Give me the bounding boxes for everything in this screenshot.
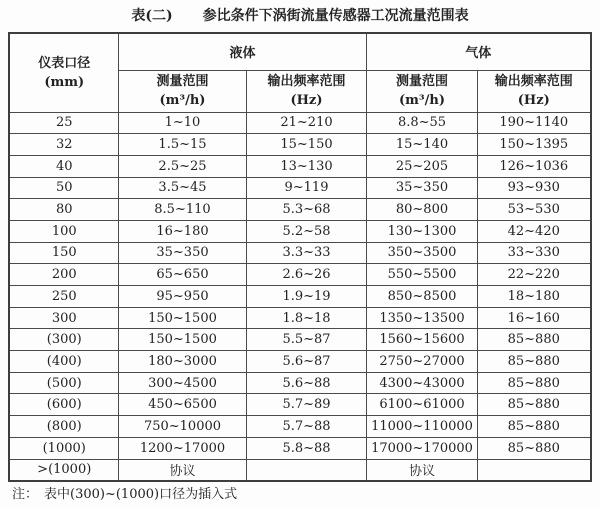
cell-gas-frequency-range: 126~1036 (478, 155, 591, 177)
cell-gas-measure-range: 6100~61000 (367, 394, 478, 416)
cell-gas-measure-range: 11000~110000 (367, 416, 478, 438)
cell-gas-frequency-range: 22~220 (478, 264, 591, 286)
cell-gas-frequency-range: 85~880 (478, 329, 591, 351)
cell-gas-measure-range: 1560~15600 (367, 329, 478, 351)
header-diameter-unit: (mm) (44, 74, 85, 90)
cell-liquid-measure-range: 750~10000 (118, 416, 246, 438)
footnote (12, 487, 600, 503)
table-row (9, 394, 590, 416)
cell-gas-frequency-range: 85~880 (478, 416, 591, 438)
cell-diameter: (300) (9, 329, 118, 351)
table-row (9, 199, 590, 221)
cell-diameter: 50 (9, 177, 118, 199)
cell-diameter: (500) (9, 372, 118, 394)
cell-liquid-measure-range: 3.5~45 (118, 177, 246, 199)
cell-gas-measure-range: 15~140 (367, 134, 478, 156)
table-row (9, 242, 590, 264)
table-row (9, 112, 590, 134)
table-number-label: 表(二) (131, 8, 173, 24)
table-row (9, 351, 590, 373)
cell-gas-measure-range: 550~5500 (367, 264, 478, 286)
cell-gas-measure-range: 17000~170000 (367, 437, 478, 459)
cell-gas-measure-range: 25~205 (367, 155, 478, 177)
cell-liquid-measure-range: 协议 (118, 459, 246, 481)
cell-gas-frequency-range: 53~530 (478, 199, 591, 221)
table-row (9, 220, 590, 242)
cell-gas-frequency-range: 150~1395 (478, 134, 591, 156)
cell-liquid-frequency-range: 5.8~88 (246, 437, 366, 459)
footnote-text: 表中(300)~(1000)口径为插入式 (44, 486, 238, 502)
flow-range-table (8, 32, 591, 482)
cell-liquid-frequency-range: 13~130 (246, 155, 366, 177)
cell-gas-measure-range: 35~350 (367, 177, 478, 199)
cell-gas-measure-range: 8.8~55 (367, 112, 478, 134)
table-row (9, 437, 590, 459)
cell-diameter: 200 (9, 264, 118, 286)
header-liquid-frequency-range-label: 输出频率范围 (267, 74, 346, 89)
cell-liquid-frequency-range: 1.8~18 (246, 307, 366, 329)
cell-liquid-measure-range: 300~4500 (118, 372, 246, 394)
cell-liquid-measure-range: 1~10 (118, 112, 246, 134)
cell-liquid-measure-range: 8.5~110 (118, 199, 246, 221)
cell-diameter: 100 (9, 220, 118, 242)
cell-gas-measure-range: 1350~13500 (367, 307, 478, 329)
table-title-text: 参比条件下涡街流量传感器工况流量范围表 (202, 8, 469, 24)
cell-liquid-measure-range: 150~1500 (118, 329, 246, 351)
table-row (9, 134, 590, 156)
cell-liquid-frequency-range: 2.6~26 (246, 264, 366, 286)
table-row (9, 416, 590, 438)
cell-liquid-frequency-range: 5.6~87 (246, 351, 366, 373)
header-gas-measure-range-label: 测量范围 (395, 74, 448, 89)
cell-liquid-measure-range: 35~350 (118, 242, 246, 264)
cell-diameter: >(1000) (9, 459, 118, 481)
header-liquid-measure-range (118, 70, 246, 112)
cell-liquid-frequency-range: 15~150 (246, 134, 366, 156)
cell-gas-frequency-range: 42~420 (478, 220, 591, 242)
cell-gas-measure-range: 协议 (367, 459, 478, 481)
table-row (9, 264, 590, 286)
cell-gas-frequency-range: 85~880 (478, 351, 591, 373)
cell-gas-measure-range: 80~800 (367, 199, 478, 221)
header-row-groups (9, 33, 590, 70)
cell-gas-measure-range: 350~3500 (367, 242, 478, 264)
cell-diameter: 80 (9, 199, 118, 221)
cell-diameter: 150 (9, 242, 118, 264)
header-liquid-measure-range-unit: (m³/h) (159, 93, 206, 108)
header-diameter-label: 仪表口径 (38, 55, 91, 71)
footnote-label: 注： (12, 486, 39, 502)
cell-liquid-measure-range: 16~180 (118, 220, 246, 242)
cell-liquid-frequency-range: 5.5~87 (246, 329, 366, 351)
header-gas-measure-range-unit: (m³/h) (399, 93, 445, 108)
cell-gas-measure-range: 850~8500 (367, 286, 478, 308)
cell-liquid-frequency-range: 5.6~88 (246, 372, 366, 394)
cell-liquid-frequency-range: 5.7~88 (246, 416, 366, 438)
table-row (9, 459, 590, 481)
cell-diameter: 40 (9, 155, 118, 177)
cell-gas-measure-range: 4300~43000 (367, 372, 478, 394)
cell-liquid-measure-range: 180~3000 (118, 351, 246, 373)
cell-liquid-frequency-range: 21~210 (246, 112, 366, 134)
table-row (9, 177, 590, 199)
cell-liquid-measure-range: 1200~17000 (118, 437, 246, 459)
header-gas: 气体 (367, 33, 591, 70)
cell-liquid-frequency-range: 9~119 (246, 177, 366, 199)
cell-liquid-frequency-range: 5.2~58 (246, 220, 366, 242)
header-diameter (9, 33, 118, 112)
cell-gas-measure-range: 130~1300 (367, 220, 478, 242)
header-gas-frequency-range (478, 70, 591, 112)
cell-gas-frequency-range: 85~880 (478, 372, 591, 394)
cell-liquid-measure-range: 150~1500 (118, 307, 246, 329)
header-liquid-measure-range-label: 测量范围 (156, 74, 209, 89)
table-row (9, 307, 590, 329)
table-row (9, 155, 590, 177)
cell-diameter: 300 (9, 307, 118, 329)
cell-gas-frequency-range: 93~930 (478, 177, 591, 199)
cell-gas-frequency-range (478, 459, 591, 481)
cell-liquid-frequency-range: 5.3~68 (246, 199, 366, 221)
cell-diameter: 25 (9, 112, 118, 134)
cell-liquid-frequency-range: 1.9~19 (246, 286, 366, 308)
page-title (0, 0, 600, 25)
cell-gas-frequency-range: 85~880 (478, 394, 591, 416)
cell-diameter: (800) (9, 416, 118, 438)
cell-liquid-frequency-range: 5.7~89 (246, 394, 366, 416)
header-gas-frequency-range-label: 输出频率范围 (494, 74, 573, 89)
cell-gas-measure-range: 2750~27000 (367, 351, 478, 373)
cell-liquid-measure-range: 2.5~25 (118, 155, 246, 177)
header-liquid-frequency-range (246, 70, 366, 112)
cell-gas-frequency-range: 85~880 (478, 437, 591, 459)
cell-liquid-measure-range: 450~6500 (118, 394, 246, 416)
cell-diameter: (1000) (9, 437, 118, 459)
header-liquid-frequency-range-unit: (Hz) (290, 93, 323, 108)
table-body (9, 112, 590, 481)
cell-gas-frequency-range: 18~180 (478, 286, 591, 308)
table-row (9, 372, 590, 394)
cell-diameter: 250 (9, 286, 118, 308)
cell-diameter: (600) (9, 394, 118, 416)
header-gas-frequency-range-unit: (Hz) (517, 93, 550, 108)
table-row (9, 286, 590, 308)
cell-gas-frequency-range: 33~330 (478, 242, 591, 264)
cell-diameter: 32 (9, 134, 118, 156)
cell-gas-frequency-range: 190~1140 (478, 112, 591, 134)
header-gas-measure-range (367, 70, 478, 112)
header-liquid: 液体 (118, 33, 366, 70)
cell-liquid-frequency-range: 3.3~33 (246, 242, 366, 264)
cell-gas-frequency-range: 16~160 (478, 307, 591, 329)
cell-liquid-measure-range: 95~950 (118, 286, 246, 308)
cell-liquid-measure-range: 65~650 (118, 264, 246, 286)
cell-diameter: (400) (9, 351, 118, 373)
cell-liquid-measure-range: 1.5~15 (118, 134, 246, 156)
table-row (9, 329, 590, 351)
cell-liquid-frequency-range (246, 459, 366, 481)
